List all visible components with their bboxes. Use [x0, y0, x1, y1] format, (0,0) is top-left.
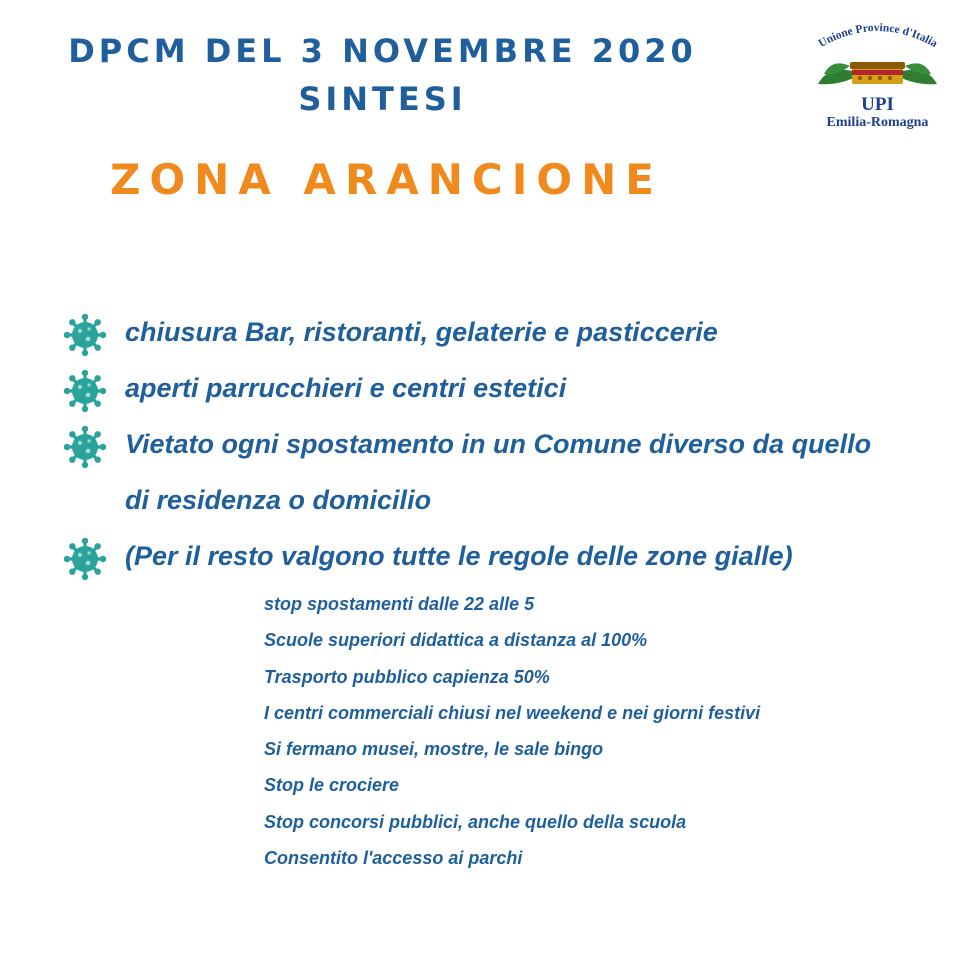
- sub-rule-item: Consentito l'accesso ai parchi: [264, 848, 523, 869]
- logo-region: Emilia-Romagna: [826, 115, 929, 130]
- sub-rule-item: Scuole superiori didattica a distanza al 100%: [264, 630, 648, 651]
- virus-icon: [64, 370, 106, 412]
- rule-text: chiusura Bar, ristoranti, gelaterie e pasticcerie: [125, 317, 718, 347]
- sub-rule-item: stop spostamenti dalle 22 alle 5: [264, 594, 535, 614]
- rule-text: (Per il resto valgono tutte le regole delle zone gialle): [125, 541, 793, 571]
- rule-item: [64, 528, 894, 584]
- rule-text: aperti parrucchieri e centri estetici: [125, 373, 567, 403]
- rule-item: [64, 360, 894, 416]
- sub-rule-item: I centri commerciali chiusi nel weekend e nei giorni festivi: [264, 702, 761, 723]
- yellow-zone-rules-list: [264, 586, 760, 876]
- upi-emblem: [810, 18, 945, 98]
- upi-logo: [810, 18, 945, 136]
- sub-rule-item: Si fermano musei, mostre, le sale bingo: [264, 739, 604, 760]
- sub-rule-item: Stop le crociere: [264, 775, 400, 796]
- zone-heading: ZONA ARANCIONE: [110, 155, 663, 204]
- rule-item: [64, 304, 894, 360]
- logo-arc-text: Unione Province d'Italia: [816, 21, 940, 51]
- sub-rule-item: Stop concorsi pubblici, anche quello della scuola: [264, 811, 687, 832]
- crown-icon: [850, 62, 905, 84]
- subtitle: SINTESI: [298, 80, 467, 118]
- virus-icon: [64, 314, 106, 356]
- rule-item: [64, 416, 894, 528]
- virus-icon: [64, 426, 106, 468]
- main-title: DPCM DEL 3 NOVEMBRE 2020: [68, 32, 697, 70]
- sub-rule-item: Trasporto pubblico capienza 50%: [264, 666, 550, 687]
- logo-abbr: UPI: [861, 94, 894, 115]
- rule-text: Vietato ogni spostamento in un Comune diverso da quello di residenza o domicilio: [125, 429, 872, 515]
- virus-icon: [64, 538, 106, 580]
